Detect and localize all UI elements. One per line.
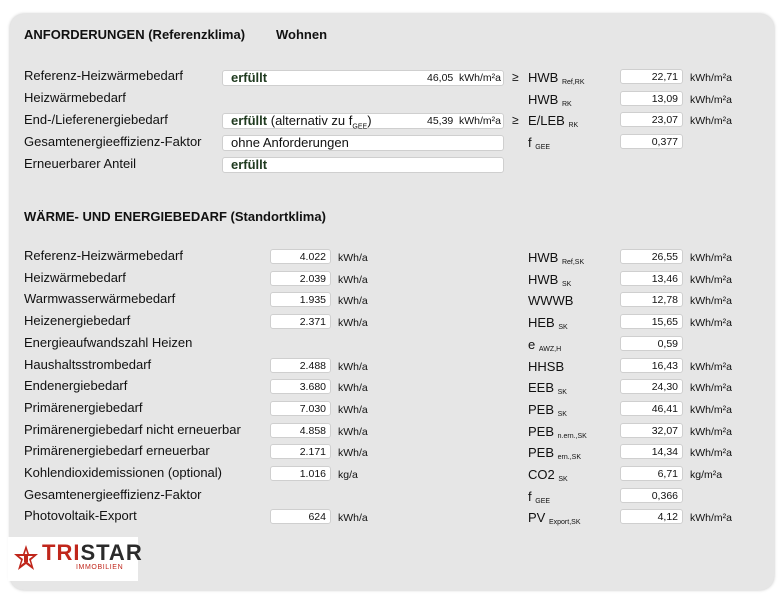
value-field: 6,71 bbox=[620, 466, 683, 481]
value-field: 4,12 bbox=[620, 509, 683, 524]
logo-subtitle: IMMOBILIEN bbox=[76, 564, 124, 571]
absolute-value-field: 2.171 bbox=[270, 444, 331, 459]
row-label: Gesamtenergieeffizienz-Faktor bbox=[24, 487, 202, 502]
value-field: 24,30 bbox=[620, 379, 683, 394]
ge-sign: ≥ bbox=[512, 113, 519, 127]
status-text: erfüllt (alternativ zu $f_{GEE}$) bbox=[231, 113, 372, 131]
indicator-symbol: e $_{AWZ,H}$ bbox=[528, 337, 562, 353]
requirement-value: 46,05 bbox=[427, 72, 454, 84]
value-field: 16,43 bbox=[620, 358, 683, 373]
absolute-value-unit: kWh/a bbox=[338, 426, 368, 438]
value-field: 46,41 bbox=[620, 401, 683, 416]
value-field: 32,07 bbox=[620, 423, 683, 438]
value-unit: kWh/m²a bbox=[690, 447, 732, 459]
indicator-symbol: HEB $_{SK}$ bbox=[528, 315, 568, 331]
value-field: 23,07 bbox=[620, 112, 683, 127]
row-label: Gesamtenergieeffizienz-Faktor bbox=[24, 134, 202, 149]
value-field: 22,71 bbox=[620, 69, 683, 84]
row-label: Primärenergiebedarf erneuerbar bbox=[24, 443, 210, 458]
absolute-value-field: 7.030 bbox=[270, 401, 331, 416]
value-unit: kWh/m²a bbox=[690, 94, 732, 106]
indicator-symbol: HWB $_{Ref,RK}$ bbox=[528, 70, 585, 86]
indicator-symbol: f $_{GEE}$ bbox=[528, 135, 551, 151]
absolute-value-unit: kWh/a bbox=[338, 382, 368, 394]
absolute-value-field: 1.935 bbox=[270, 292, 331, 307]
indicator-symbol: f $_{GEE}$ bbox=[528, 489, 551, 505]
absolute-value-field: 3.680 bbox=[270, 379, 331, 394]
row-label: End-/Lieferenergiebedarf bbox=[24, 112, 168, 127]
value-field: 15,65 bbox=[620, 314, 683, 329]
absolute-value-field: 2.488 bbox=[270, 358, 331, 373]
value-unit: kWh/m²a bbox=[690, 295, 732, 307]
status-field bbox=[222, 157, 504, 173]
row-label: Referenz-Heizwärmebedarf bbox=[24, 248, 183, 263]
indicator-symbol: HWB $_{Ref,SK}$ bbox=[528, 250, 585, 266]
value-unit: kWh/m²a bbox=[690, 72, 732, 84]
row-label: Warmwasserwärmebedarf bbox=[24, 291, 176, 306]
indicator-symbol: PV $_{Export,SK}$ bbox=[528, 510, 581, 526]
value-unit: kWh/m²a bbox=[690, 115, 732, 127]
value-unit: kWh/m²a bbox=[690, 274, 732, 286]
absolute-value-unit: kWh/a bbox=[338, 447, 368, 459]
value-field: 0,366 bbox=[620, 488, 683, 503]
absolute-value-unit: kWh/a bbox=[338, 274, 368, 286]
row-label: Heizenergiebedarf bbox=[24, 313, 131, 328]
requirement-value: 45,39 bbox=[427, 115, 454, 127]
absolute-value-unit: kWh/a bbox=[338, 317, 368, 329]
status-text: erfüllt bbox=[231, 70, 268, 85]
row-label: Haushaltsstrombedarf bbox=[24, 357, 152, 372]
value-unit: kg/m²a bbox=[690, 469, 723, 481]
requirement-unit: kWh/m²a bbox=[459, 72, 501, 84]
status-field bbox=[222, 113, 504, 129]
value-field: 12,78 bbox=[620, 292, 683, 307]
indicator-symbol: EEB $_{SK}$ bbox=[528, 380, 567, 396]
row-label: Heizwärmebedarf bbox=[24, 270, 126, 285]
absolute-value-field: 2.039 bbox=[270, 271, 331, 286]
row-label: Primärenergiebedarf bbox=[24, 400, 143, 415]
absolute-value-field: 624 bbox=[270, 509, 331, 524]
row-label: Photovoltaik-Export bbox=[24, 508, 137, 523]
indicator-symbol: HWB $_{RK}$ bbox=[528, 92, 572, 108]
status-field bbox=[222, 70, 504, 86]
row-label: Erneuerbarer Anteil bbox=[24, 156, 137, 171]
indicator-symbol: HHSB bbox=[528, 359, 565, 374]
absolute-value-field: 2.371 bbox=[270, 314, 331, 329]
value-field: 13,09 bbox=[620, 91, 683, 106]
ge-sign: ≥ bbox=[512, 70, 519, 84]
absolute-value-unit: kWh/a bbox=[338, 361, 368, 373]
indicator-symbol: E/LEB $_{RK}$ bbox=[528, 113, 579, 129]
value-unit: kWh/m²a bbox=[690, 404, 732, 416]
value-unit: kWh/m²a bbox=[690, 252, 732, 264]
status-field bbox=[222, 135, 504, 151]
value-unit: kWh/m²a bbox=[690, 512, 732, 524]
absolute-value-field: 4.022 bbox=[270, 249, 331, 264]
row-label: Heizwärmebedarf bbox=[24, 90, 126, 105]
value-unit: kWh/m²a bbox=[690, 382, 732, 394]
row-label: Endenergiebedarf bbox=[24, 378, 128, 393]
indicator-symbol: PEB $_{ern.,SK}$ bbox=[528, 445, 581, 461]
status-text: erfüllt bbox=[231, 157, 268, 172]
absolute-value-unit: kWh/a bbox=[338, 252, 368, 264]
absolute-value-field: 4.858 bbox=[270, 423, 331, 438]
section-subtitle-usage: Wohnen bbox=[276, 27, 328, 42]
value-field: 26,55 bbox=[620, 249, 683, 264]
indicator-symbol: PEB $_{n.ern.,SK}$ bbox=[528, 424, 587, 440]
status-text: ohne Anforderungen bbox=[231, 135, 349, 150]
value-field: 13,46 bbox=[620, 271, 683, 286]
section-title-energy-demand: WÄRME- UND ENERGIEBEDARF (Standortklima) bbox=[24, 209, 326, 224]
row-label: Primärenergiebedarf nicht erneuerbar bbox=[24, 422, 241, 437]
logo-brand: TRISTAR bbox=[42, 540, 143, 565]
row-label: Referenz-Heizwärmebedarf bbox=[24, 68, 183, 83]
section-title-requirements: ANFORDERUNGEN (Referenzklima) bbox=[24, 27, 246, 42]
value-unit: kWh/m²a bbox=[690, 317, 732, 329]
tristar-logo bbox=[8, 537, 143, 581]
energy-certificate-panel bbox=[10, 14, 774, 590]
absolute-value-unit: kWh/a bbox=[338, 512, 368, 524]
value-unit: kWh/m²a bbox=[690, 426, 732, 438]
indicator-symbol: CO2 $_{SK}$ bbox=[528, 467, 568, 483]
absolute-value-unit: kWh/a bbox=[338, 295, 368, 307]
indicator-symbol: WWWB bbox=[528, 293, 574, 308]
star-logo-icon bbox=[12, 544, 40, 572]
absolute-value-unit: kg/a bbox=[338, 469, 358, 481]
absolute-value-field: 1.016 bbox=[270, 466, 331, 481]
row-label: Energieaufwandszahl Heizen bbox=[24, 335, 193, 350]
absolute-value-unit: kWh/a bbox=[338, 404, 368, 416]
indicator-symbol: PEB $_{SK}$ bbox=[528, 402, 567, 418]
value-unit: kWh/m²a bbox=[690, 361, 732, 373]
value-field: 0,377 bbox=[620, 134, 683, 149]
value-field: 14,34 bbox=[620, 444, 683, 459]
row-label: Kohlendioxidemissionen (optional) bbox=[24, 465, 223, 480]
value-field: 0,59 bbox=[620, 336, 683, 351]
requirement-unit: kWh/m²a bbox=[459, 115, 501, 127]
indicator-symbol: HWB $_{SK}$ bbox=[528, 272, 572, 288]
